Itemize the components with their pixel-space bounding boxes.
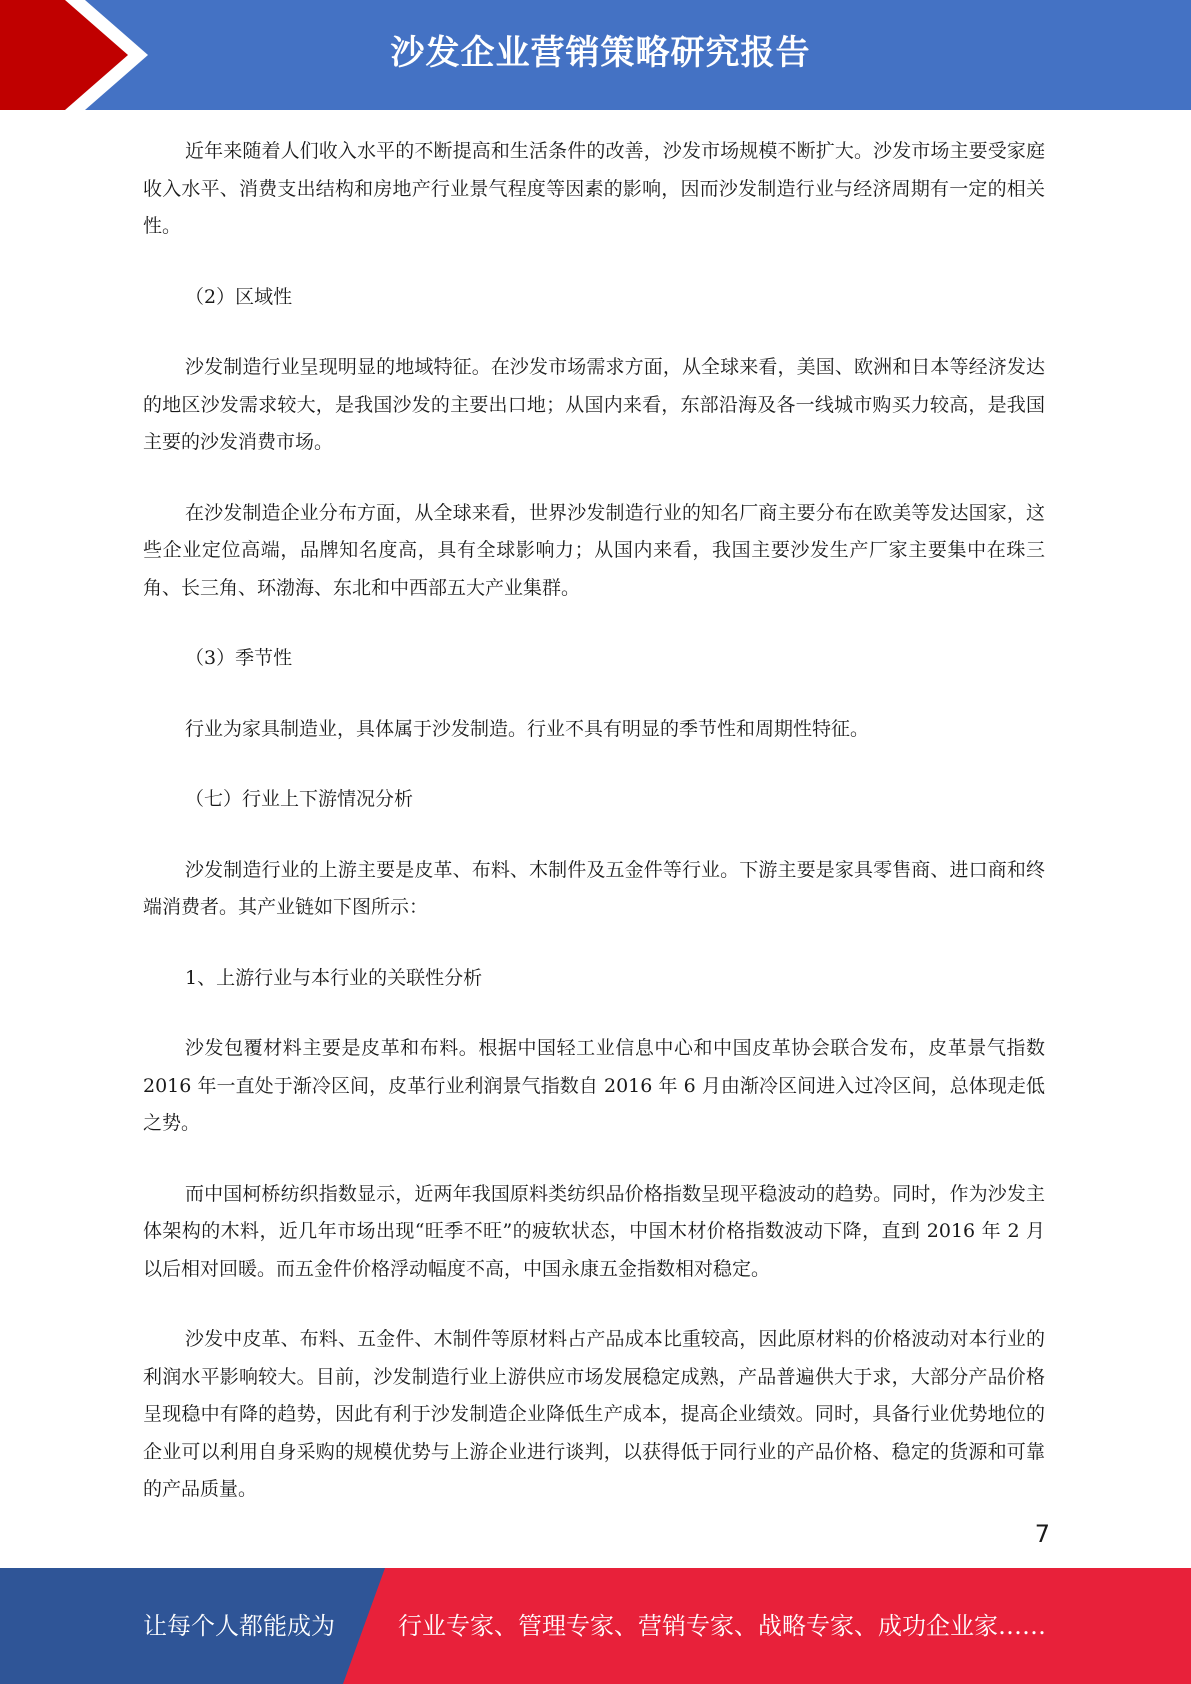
paragraph: 沙发制造行业的上游主要是皮革、布料、木制件及五金件等行业。下游主要是家具零售商、进口商和终端消费者。其产业链如下图所示：: [143, 858, 1045, 918]
paragraph: 行业为家具制造业，具体属于沙发制造。行业不具有明显的季节性和周期性特征。: [185, 717, 870, 740]
paragraph: 在沙发制造企业分布方面，从全球来看，世界沙发制造行业的知名厂商主要分布在欧美等发达国家，这些企业定位高端，品牌知名度高，具有全球影响力；从国内来看，我国主要沙发生产厂家主要集中在珠三角、长三角、环渤海、东北和中西部五大产业集群。: [143, 501, 1045, 599]
document-body: [143, 133, 1045, 1542]
section-heading-supply-chain: （七）行业上下游情况分析: [185, 788, 414, 810]
page-number: 7: [1034, 1520, 1050, 1548]
section-heading-seasonal: （3）季节性: [185, 647, 293, 669]
paragraph: 沙发中皮革、布料、五金件、木制件等原材料占产品成本比重较高，因此原材料的价格波动对本行业的利润水平影响较大。目前，沙发制造行业上游供应市场发展稳定成熟，产品普遍供大于求，大部分产品价格呈现稳中有降的趋势，因此有利于沙发制造企业降低生产成本，提高企业绩效。同时，具备行业优势地位的企业可以利用自身采购的规模优势与上游企业进行谈判，以获得低于同行业的产品价格、稳定的货源和可靠的产品质量。: [143, 1328, 1045, 1500]
page-header: [0, 0, 1191, 110]
paragraph: 沙发制造行业呈现明显的地域特征。在沙发市场需求方面，从全球来看，美国、欧洲和日本等经济发达的地区沙发需求较大，是我国沙发的主要出口地；从国内来看，东部沿海及各一线城市购买力较高，是我国主要的沙发消费市场。: [143, 356, 1045, 453]
section-heading-upstream: 1、上游行业与本行业的关联性分析: [185, 966, 483, 989]
document-title: 沙发企业营销策略研究报告: [390, 33, 811, 73]
paragraph: 沙发包覆材料主要是皮革和布料。根据中国轻工业信息中心和中国皮革协会联合发布，皮革景气指数 2016 年一直处于渐冷区间，皮革行业利润景气指数自 2016 年 6 月由渐冷区间进入过冷区间，总体现走低之势。: [143, 1037, 1045, 1134]
section-heading-regional: （2）区域性: [185, 285, 293, 308]
footer-slogan-right: 行业专家、管理专家、营销专家、战略专家、成功企业家……: [398, 1612, 1046, 1640]
page-footer: [0, 1568, 1191, 1684]
paragraph: 近年来随着人们收入水平的不断提高和生活条件的改善，沙发市场规模不断扩大。沙发市场主要受家庭收入水平、消费支出结构和房地产行业景气程度等因素的影响，因而沙发制造行业与经济周期有一定的相关性。: [143, 140, 1045, 237]
footer-slogan-left: 让每个人都能成为: [143, 1612, 335, 1640]
paragraph: 而中国柯桥纺织指数显示，近两年我国原料类纺织品价格指数呈现平稳波动的趋势。同时，作为沙发主体架构的木料，近几年市场出现“旺季不旺”的疲软状态，中国木材价格指数波动下降，直到 2016 年 2 月以后相对回暖。而五金件价格浮动幅度不高，中国永康五金指数相对稳定。: [143, 1182, 1045, 1280]
